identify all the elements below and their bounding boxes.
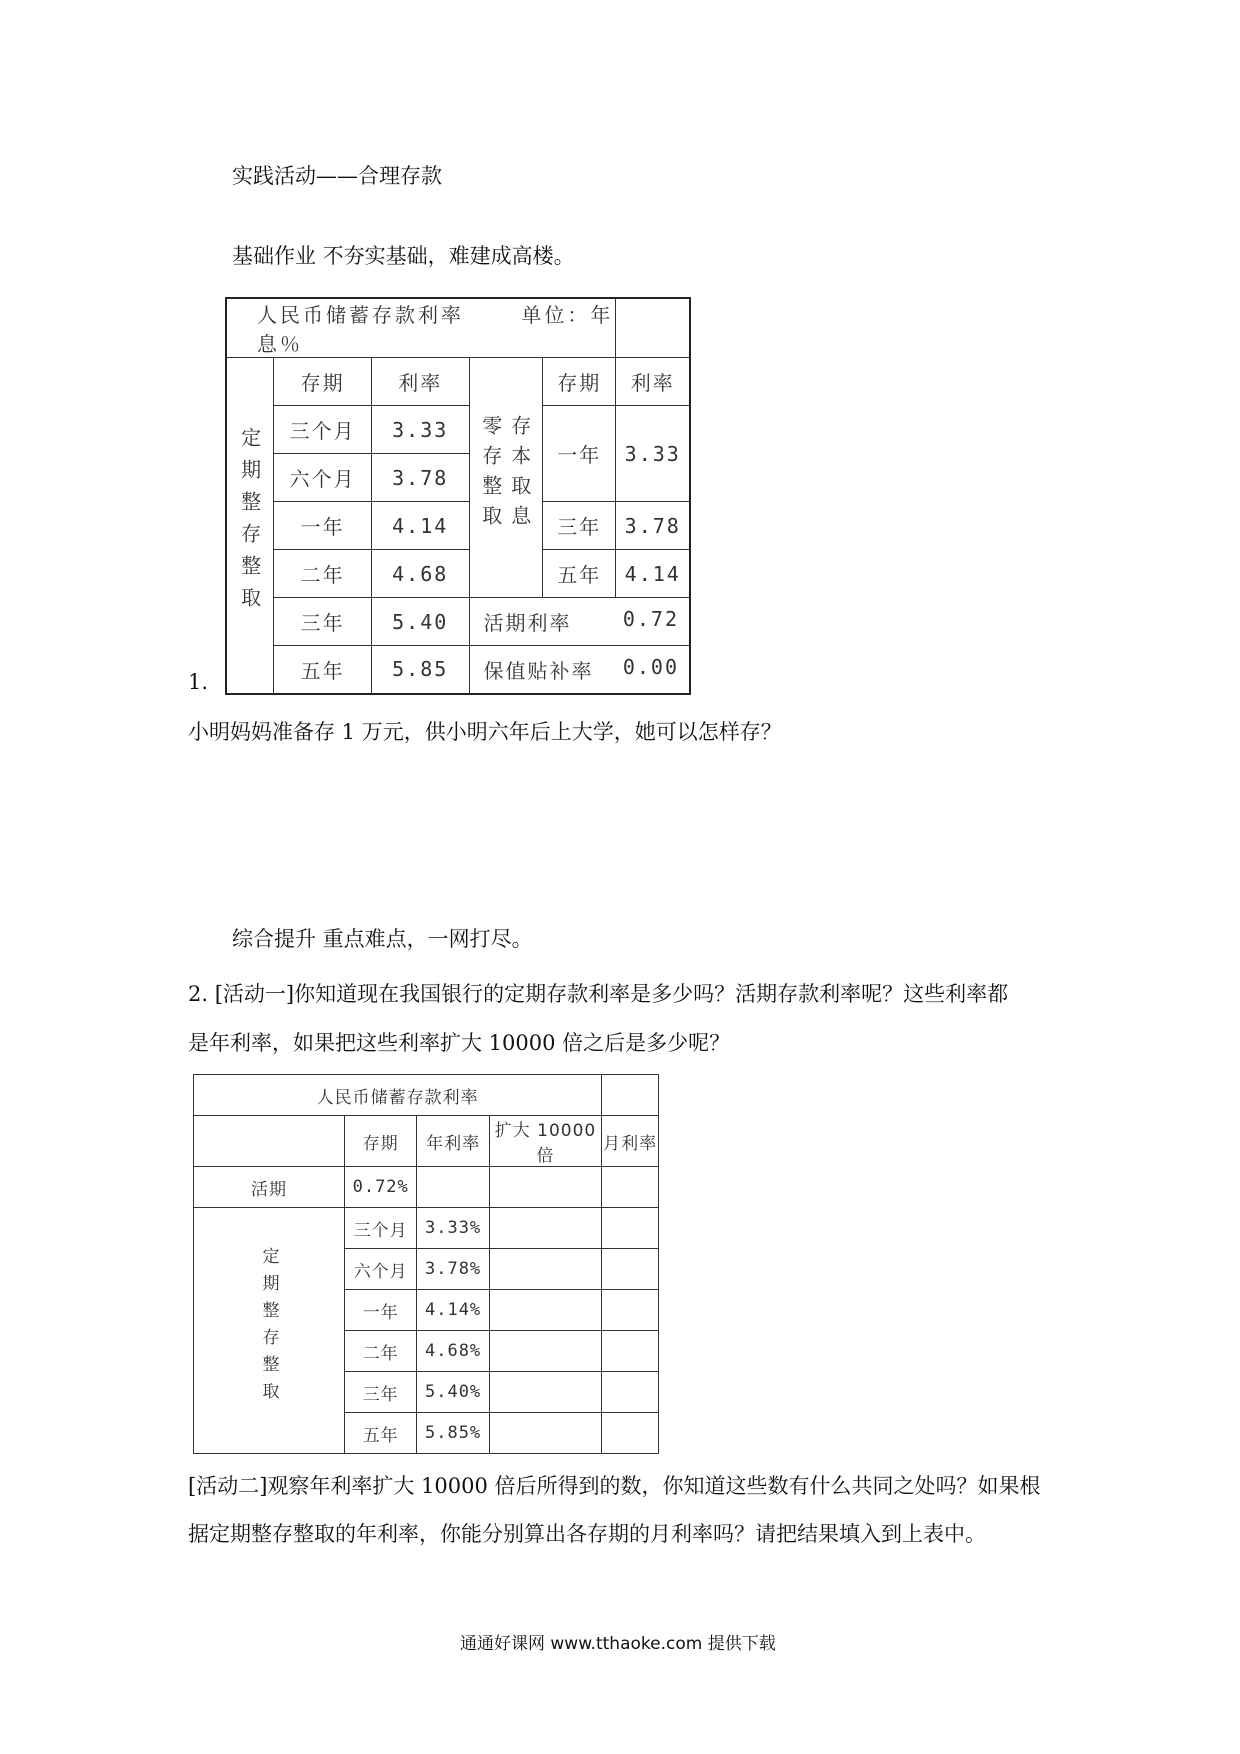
table1-right-row-rate: 4.14 — [616, 550, 690, 598]
page-footer: 通通好课网 www.tthaoke.com 提供下载 — [460, 1634, 776, 1654]
table2-empty-cell — [602, 1372, 659, 1413]
table1-row-term: 三个月 — [274, 406, 372, 454]
table2-row-term: 六个月 — [345, 1249, 417, 1290]
table1-left-group-label: 定期整存整取 — [237, 426, 262, 619]
table2-row-term: 三年 — [345, 1372, 417, 1413]
table1-right-row-term: 五年 — [543, 550, 616, 598]
table2-empty-cell — [489, 1372, 601, 1413]
table1-title-cell — [226, 298, 616, 358]
table2-empty-cell — [489, 1290, 601, 1331]
advanced-heading: 综合提升 重点难点，一网打尽。 — [232, 927, 533, 951]
table2-title: 人民币储蓄存款利率 — [194, 1075, 602, 1116]
table1-row-rate: 4.68 — [371, 550, 469, 598]
table1-row-rate: 3.33 — [371, 406, 469, 454]
table2-row-rate: 4.68% — [417, 1331, 489, 1372]
table2-empty-cell — [489, 1413, 601, 1454]
table2-empty-cell — [602, 1249, 659, 1290]
interest-rate-table-2 — [193, 1074, 659, 1454]
table2-head-monthly-rate: 月利率 — [602, 1116, 659, 1167]
table1-current-label: 活期利率 — [483, 611, 572, 635]
table1-row-rate: 4.14 — [371, 502, 469, 550]
table1-subsidy-label: 保值贴补率 — [483, 658, 594, 683]
table2-empty-cell — [489, 1331, 601, 1372]
table1-row-rate: 5.40 — [371, 598, 469, 646]
table1-right-head-rate: 利率 — [616, 358, 690, 406]
table2-head-times-10000: 扩大 10000 倍 — [489, 1116, 601, 1167]
table1-row-term: 六个月 — [274, 454, 372, 502]
table1-left-head-term: 存期 — [274, 358, 372, 406]
table1-unit: 单位：年息％ — [257, 303, 614, 356]
table2-empty-cell — [602, 1413, 659, 1454]
table1-right-row-term: 一年 — [543, 406, 616, 502]
table2-empty-cell — [602, 1290, 659, 1331]
table2-head-annual-rate: 年利率 — [417, 1116, 489, 1167]
table1-right-row-rate: 3.78 — [616, 502, 690, 550]
table1-row-term: 五年 — [274, 646, 372, 694]
table2-head-term: 存期 — [345, 1116, 417, 1167]
table2-empty-cell — [602, 1331, 659, 1372]
table2-group-label: 定期整存整取 — [258, 1247, 279, 1409]
table2-row-rate: 4.14% — [417, 1290, 489, 1331]
table2-empty-cell — [194, 1116, 345, 1167]
page-heading: 实践活动——合理存款 — [232, 164, 442, 188]
table1-subsidy-rate-cell — [469, 646, 690, 694]
table1-right-row-term: 三年 — [543, 502, 616, 550]
question-2-line-2: 是年利率，如果把这些利率扩大 10000 倍之后是多少呢？ — [188, 1031, 731, 1055]
table2-row-rate: 3.78% — [417, 1249, 489, 1290]
table2-current-rate: 0.72% — [345, 1167, 417, 1208]
table1-title: 人民币储蓄存款利率 — [257, 303, 464, 327]
basic-work-heading: 基础作业 不夯实基础，难建成高楼。 — [232, 244, 575, 268]
table1-row-rate: 3.78 — [371, 454, 469, 502]
table2-row-rate: 5.85% — [417, 1413, 489, 1454]
table2-row-rate: 3.33% — [417, 1208, 489, 1249]
question-1-text: 小明妈妈准备存 1 万元，供小明六年后上大学，她可以怎样存？ — [188, 720, 782, 744]
table1-right-group-col1: 零存整取 — [478, 415, 503, 535]
table2-row-term: 三个月 — [345, 1208, 417, 1249]
question-2-line-4: 据定期整存整取的年利率，你能分别算出各存期的月利率吗？请把结果填入到上表中。 — [188, 1522, 986, 1546]
table1-current-rate-cell — [469, 598, 690, 646]
interest-rate-table-1 — [225, 297, 691, 695]
table2-row-term: 五年 — [345, 1413, 417, 1454]
table2-row-term: 一年 — [345, 1290, 417, 1331]
table2-empty-cell — [602, 1167, 659, 1208]
question-2-line-1: 2. [活动一]你知道现在我国银行的定期存款利率是多少吗？活期存款利率呢？这些利率都 — [188, 982, 1009, 1006]
table1-right-group-col2: 存本取息 — [507, 415, 532, 535]
question-2-line-3: [活动二]观察年利率扩大 10000 倍后所得到的数，你知道这些数有什么共同之处吗？如果根 — [188, 1474, 1041, 1498]
table2-current-label: 活期 — [194, 1167, 345, 1208]
table1-row-rate: 5.85 — [371, 646, 469, 694]
question-1-number: 1. — [188, 670, 209, 694]
table2-empty-cell — [602, 1075, 659, 1116]
table2-row-term: 二年 — [345, 1331, 417, 1372]
table2-group — [194, 1208, 345, 1454]
table2-empty-cell — [602, 1208, 659, 1249]
table1-subsidy-value: 0.00 — [622, 654, 679, 679]
table2-empty-cell — [417, 1167, 489, 1208]
table1-row-term: 三年 — [274, 598, 372, 646]
table1-right-row-rate: 3.33 — [616, 406, 690, 502]
table1-left-group — [226, 358, 274, 694]
table2-empty-cell — [489, 1167, 601, 1208]
table1-row-term: 一年 — [274, 502, 372, 550]
table2-empty-cell — [489, 1249, 601, 1290]
table1-row-term: 二年 — [274, 550, 372, 598]
table1-right-group — [469, 358, 542, 598]
table1-right-head-term: 存期 — [543, 358, 616, 406]
table1-current-value: 0.72 — [622, 607, 679, 631]
table2-row-rate: 5.40% — [417, 1372, 489, 1413]
table2-empty-cell — [489, 1208, 601, 1249]
table1-left-head-rate: 利率 — [371, 358, 469, 406]
